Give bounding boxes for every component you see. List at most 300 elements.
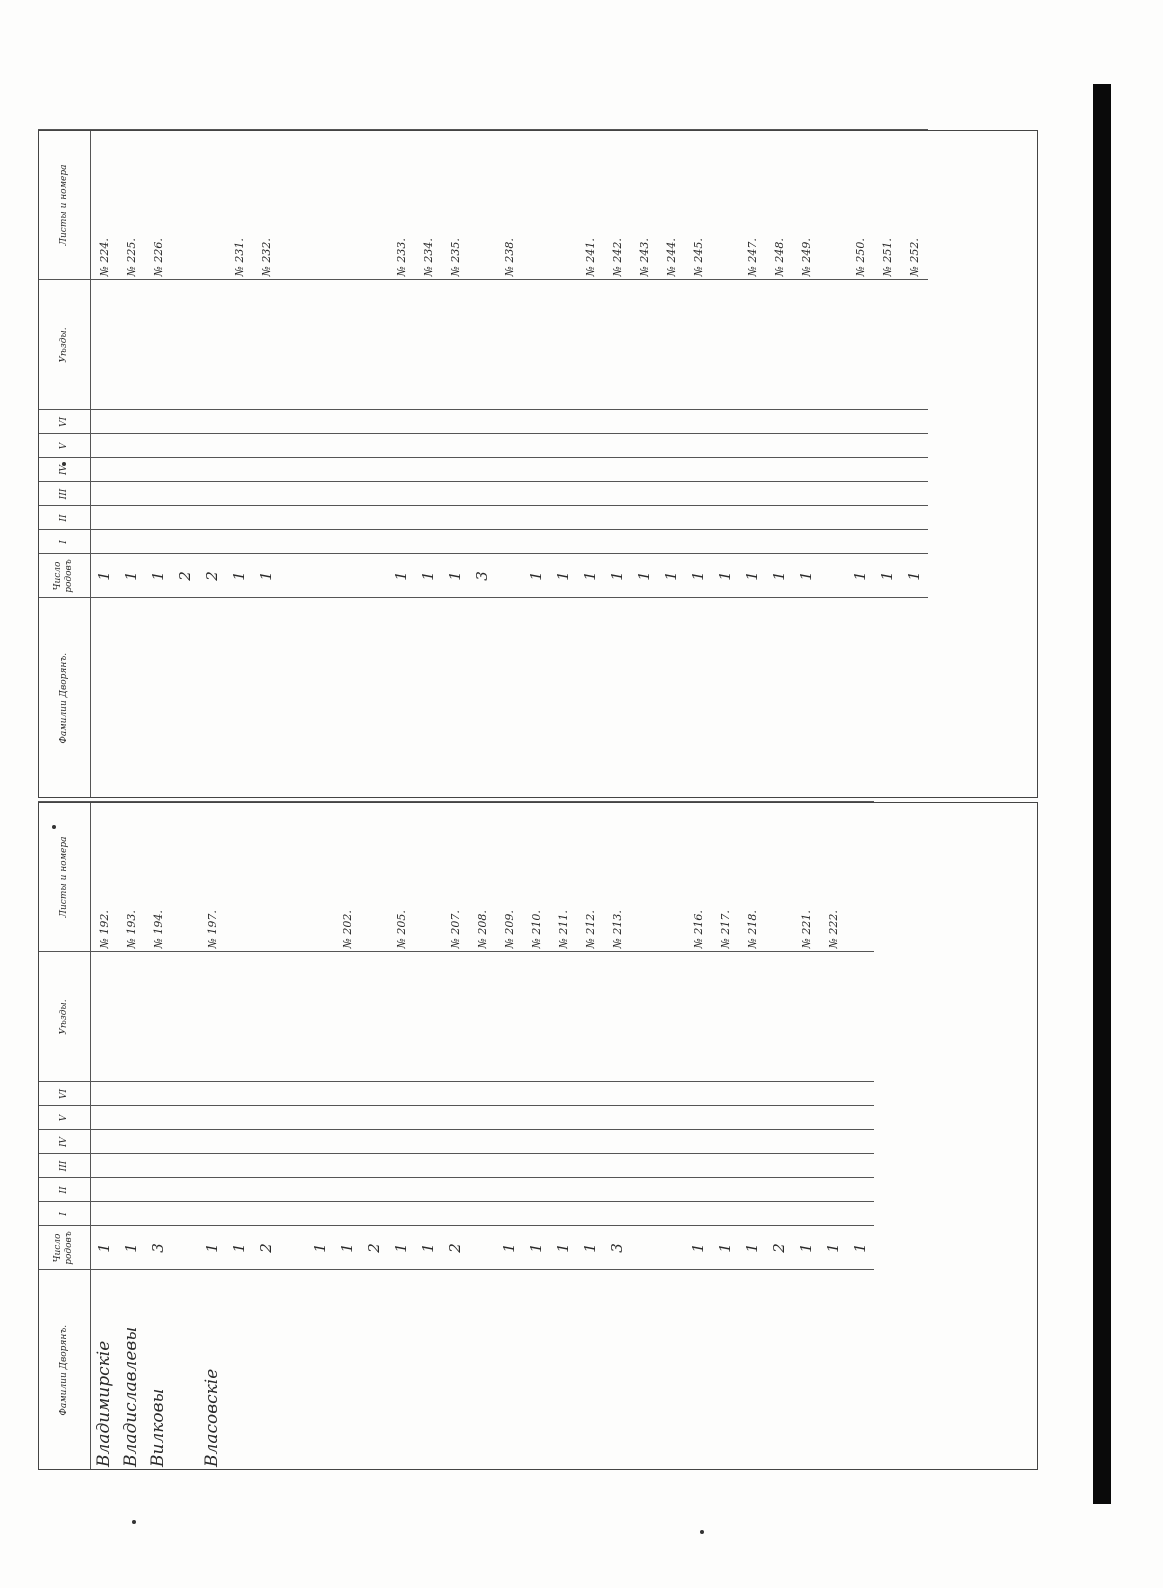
- part-5-cell: [523, 434, 550, 458]
- sheet-reference-cell: [550, 130, 577, 280]
- part-1-cell: [415, 1202, 442, 1226]
- family-name-cell: [604, 598, 631, 798]
- part-5-cell: [793, 434, 820, 458]
- clan-count-cell: [361, 554, 388, 598]
- family-name-cell: [874, 598, 901, 798]
- family-name-cell: [523, 1270, 550, 1470]
- sheet-reference-cell: № 238.: [496, 130, 523, 280]
- family-name-cell: [712, 1270, 739, 1470]
- part-3-cell: [145, 482, 172, 506]
- part-4-cell: [280, 458, 307, 482]
- district-cell: [739, 952, 766, 1082]
- sheet-reference-cell: № 232.: [253, 130, 280, 280]
- sheet-reference-cell: [280, 802, 307, 952]
- part-6-cell: [172, 410, 199, 434]
- part-5-cell: [253, 434, 280, 458]
- part-4-cell: [550, 1130, 577, 1154]
- part-1-cell: [847, 1202, 874, 1226]
- family-name-cell: [253, 598, 280, 798]
- part-5-cell: [496, 1106, 523, 1130]
- part-2-cell: [226, 1178, 253, 1202]
- part-4-cell: [253, 458, 280, 482]
- sheet-reference-cell: [226, 802, 253, 952]
- part-4-cell: [793, 1130, 820, 1154]
- part-6-cell: [577, 410, 604, 434]
- part-2-cell: [172, 506, 199, 530]
- table-row: [307, 130, 334, 798]
- sheet-reference-cell: № 245.: [685, 130, 712, 280]
- part-2-cell: [361, 1178, 388, 1202]
- part-1-cell: [739, 1202, 766, 1226]
- district-cell: [199, 280, 226, 410]
- part-3-cell: [739, 482, 766, 506]
- part-1-cell: [280, 530, 307, 554]
- clan-count-cell: 1: [685, 1226, 712, 1270]
- sheet-reference-cell: № 197.: [199, 802, 226, 952]
- scan-edge-shadow: [1093, 84, 1111, 1504]
- part-5-cell: [766, 434, 793, 458]
- clan-count-cell: 1: [577, 1226, 604, 1270]
- part-6-cell: [91, 410, 119, 434]
- district-cell: [280, 280, 307, 410]
- table-row: [253, 130, 280, 798]
- part-1-cell: [550, 1202, 577, 1226]
- part-6-cell: [226, 1082, 253, 1106]
- part-2-cell: [820, 1178, 847, 1202]
- table-row: [172, 130, 199, 798]
- sheet-reference-cell: № 194.: [145, 802, 172, 952]
- part-2-cell: [469, 506, 496, 530]
- part-1-cell: [226, 530, 253, 554]
- part-6-cell: [334, 1082, 361, 1106]
- sheet-reference-cell: № 247.: [739, 130, 766, 280]
- column-header: III: [38, 482, 91, 506]
- part-4-cell: [91, 1130, 119, 1154]
- rotated-register-sheet: [38, 130, 1038, 1470]
- table-row: [793, 130, 820, 798]
- table-row: [442, 130, 469, 798]
- part-2-cell: [442, 1178, 469, 1202]
- sheet-reference-cell: № 225.: [118, 130, 145, 280]
- part-4-cell: [523, 1130, 550, 1154]
- part-6-cell: [766, 410, 793, 434]
- part-6-cell: [415, 410, 442, 434]
- part-6-cell: [550, 410, 577, 434]
- part-3-cell: [199, 482, 226, 506]
- family-name-cell: [766, 598, 793, 798]
- part-5-cell: [199, 1106, 226, 1130]
- sheet-reference-cell: № 212.: [577, 802, 604, 952]
- clan-count-cell: 2: [766, 1226, 793, 1270]
- part-6-cell: [847, 1082, 874, 1106]
- part-3-cell: [604, 1154, 631, 1178]
- clan-count-cell: 1: [847, 1226, 874, 1270]
- part-6-cell: [658, 1082, 685, 1106]
- part-4-cell: [874, 458, 901, 482]
- part-1-cell: [496, 1202, 523, 1226]
- part-3-cell: [388, 482, 415, 506]
- clan-count-cell: 1: [523, 554, 550, 598]
- district-cell: [172, 280, 199, 410]
- clan-count-cell: 1: [118, 1226, 145, 1270]
- family-name-cell: [469, 598, 496, 798]
- table-row: [361, 130, 388, 798]
- part-4-cell: [199, 458, 226, 482]
- clan-count-cell: [280, 1226, 307, 1270]
- sheet-reference-cell: № 216.: [685, 802, 712, 952]
- part-4-cell: [118, 1130, 145, 1154]
- sheet-reference-cell: № 250.: [847, 130, 874, 280]
- table-row: [118, 130, 145, 798]
- part-6-cell: [550, 1082, 577, 1106]
- part-2-cell: [91, 506, 119, 530]
- family-name-cell: [307, 598, 334, 798]
- part-2-cell: [199, 506, 226, 530]
- part-2-cell: [523, 506, 550, 530]
- part-3-cell: [685, 1154, 712, 1178]
- clan-count-cell: 1: [550, 1226, 577, 1270]
- part-4-cell: [307, 458, 334, 482]
- clan-count-cell: [496, 554, 523, 598]
- part-6-cell: [712, 410, 739, 434]
- part-5-cell: [685, 434, 712, 458]
- part-1-cell: [685, 1202, 712, 1226]
- sheet-reference-cell: [199, 130, 226, 280]
- family-name-cell: [307, 1270, 334, 1470]
- part-2-cell: [550, 1178, 577, 1202]
- part-5-cell: [685, 1106, 712, 1130]
- part-1-cell: [793, 530, 820, 554]
- clan-count-cell: 1: [307, 1226, 334, 1270]
- part-3-cell: [577, 482, 604, 506]
- clan-count-cell: 2: [253, 1226, 280, 1270]
- clan-count-cell: 1: [415, 1226, 442, 1270]
- district-cell: [361, 952, 388, 1082]
- clan-count-cell: [658, 1226, 685, 1270]
- part-1-cell: [118, 1202, 145, 1226]
- district-cell: [523, 952, 550, 1082]
- part-5-cell: [307, 434, 334, 458]
- sheet-reference-cell: № 244.: [658, 130, 685, 280]
- part-2-cell: [658, 1178, 685, 1202]
- part-4-cell: [739, 1130, 766, 1154]
- sheet-reference-cell: [361, 802, 388, 952]
- district-cell: [334, 952, 361, 1082]
- district-cell: [739, 280, 766, 410]
- clan-count-cell: 1: [712, 1226, 739, 1270]
- district-cell: [820, 280, 847, 410]
- sheet-reference-cell: [172, 130, 199, 280]
- part-4-cell: [685, 458, 712, 482]
- sheet-reference-cell: [361, 130, 388, 280]
- clan-count-cell: 1: [658, 554, 685, 598]
- family-name-cell: Владиславлевы: [118, 1270, 145, 1470]
- district-cell: [577, 280, 604, 410]
- district-cell: [118, 952, 145, 1082]
- district-cell: [334, 280, 361, 410]
- part-4-cell: [226, 1130, 253, 1154]
- part-1-cell: [226, 1202, 253, 1226]
- table-row: [496, 130, 523, 798]
- part-6-cell: [199, 1082, 226, 1106]
- clan-count-cell: 2: [442, 1226, 469, 1270]
- part-2-cell: [550, 506, 577, 530]
- part-3-cell: [658, 1154, 685, 1178]
- district-cell: [307, 952, 334, 1082]
- part-2-cell: [388, 1178, 415, 1202]
- part-4-cell: [145, 458, 172, 482]
- family-name-cell: [442, 1270, 469, 1470]
- part-3-cell: [550, 1154, 577, 1178]
- column-header: VI: [38, 410, 91, 434]
- part-4-cell: [604, 1130, 631, 1154]
- part-6-cell: [820, 410, 847, 434]
- clan-count-cell: 2: [172, 554, 199, 598]
- part-2-cell: [145, 506, 172, 530]
- part-1-cell: [145, 530, 172, 554]
- family-name-cell: [685, 1270, 712, 1470]
- part-5-cell: [226, 434, 253, 458]
- district-cell: [604, 952, 631, 1082]
- part-2-cell: [469, 1178, 496, 1202]
- part-4-cell: [901, 458, 928, 482]
- family-name-cell: [550, 598, 577, 798]
- district-cell: [577, 952, 604, 1082]
- family-name-cell: [820, 1270, 847, 1470]
- sheet-reference-cell: № 241.: [577, 130, 604, 280]
- table-row: [145, 802, 172, 1470]
- table-row: [523, 130, 550, 798]
- part-1-cell: [847, 530, 874, 554]
- part-3-cell: [712, 1154, 739, 1178]
- part-5-cell: [901, 434, 928, 458]
- sheet-reference-cell: № 235.: [442, 130, 469, 280]
- part-2-cell: [388, 506, 415, 530]
- part-5-cell: [820, 1106, 847, 1130]
- part-6-cell: [442, 1082, 469, 1106]
- part-3-cell: [739, 1154, 766, 1178]
- sheet-reference-cell: [766, 802, 793, 952]
- district-cell: [388, 952, 415, 1082]
- family-name-cell: [442, 598, 469, 798]
- part-5-cell: [226, 1106, 253, 1130]
- table-row: [685, 130, 712, 798]
- table-row: [226, 802, 253, 1470]
- clan-count-cell: 3: [469, 554, 496, 598]
- part-2-cell: [631, 1178, 658, 1202]
- part-4-cell: [199, 1130, 226, 1154]
- part-5-cell: [415, 434, 442, 458]
- part-6-cell: [847, 410, 874, 434]
- part-2-cell: [712, 506, 739, 530]
- part-4-cell: [334, 1130, 361, 1154]
- table-row: [118, 802, 145, 1470]
- part-1-cell: [91, 1202, 119, 1226]
- part-6-cell: [91, 1082, 119, 1106]
- family-name-cell: [766, 1270, 793, 1470]
- part-3-cell: [712, 482, 739, 506]
- part-6-cell: [901, 410, 928, 434]
- district-cell: [388, 280, 415, 410]
- part-4-cell: [388, 1130, 415, 1154]
- clan-count-cell: 1: [226, 554, 253, 598]
- sheet-reference-cell: [523, 130, 550, 280]
- district-cell: [226, 280, 253, 410]
- family-name-cell: [496, 598, 523, 798]
- sheet-reference-cell: [307, 802, 334, 952]
- part-5-cell: [415, 1106, 442, 1130]
- part-3-cell: [469, 482, 496, 506]
- sheet-reference-cell: № 210.: [523, 802, 550, 952]
- table-row: [442, 802, 469, 1470]
- clan-count-cell: 1: [766, 554, 793, 598]
- part-5-cell: [118, 434, 145, 458]
- table-row: [685, 802, 712, 1470]
- sheet-reference-cell: [658, 802, 685, 952]
- part-5-cell: [91, 1106, 119, 1130]
- part-3-cell: [766, 482, 793, 506]
- part-1-cell: [118, 530, 145, 554]
- part-6-cell: [280, 1082, 307, 1106]
- part-6-cell: [334, 410, 361, 434]
- clan-count-cell: [172, 1226, 199, 1270]
- part-3-cell: [172, 482, 199, 506]
- family-name-cell: [280, 1270, 307, 1470]
- part-4-cell: [550, 458, 577, 482]
- district-cell: [172, 952, 199, 1082]
- part-2-cell: [793, 506, 820, 530]
- table-header-row: [38, 130, 91, 798]
- table-row: [469, 130, 496, 798]
- part-2-cell: [874, 506, 901, 530]
- family-name-cell: [172, 598, 199, 798]
- district-cell: [766, 280, 793, 410]
- family-name-cell: [415, 598, 442, 798]
- sheet-reference-cell: № 234.: [415, 130, 442, 280]
- part-3-cell: [793, 1154, 820, 1178]
- part-1-cell: [334, 530, 361, 554]
- family-name-cell: [577, 598, 604, 798]
- column-header: IV: [38, 1130, 91, 1154]
- family-name-cell: Вилковы: [145, 1270, 172, 1470]
- part-6-cell: [253, 410, 280, 434]
- part-1-cell: [388, 530, 415, 554]
- part-5-cell: [280, 1106, 307, 1130]
- family-name-cell: [793, 598, 820, 798]
- table-row: [847, 130, 874, 798]
- part-6-cell: [685, 1082, 712, 1106]
- clan-count-cell: 1: [145, 554, 172, 598]
- part-1-cell: [388, 1202, 415, 1226]
- family-name-cell: [793, 1270, 820, 1470]
- part-3-cell: [847, 482, 874, 506]
- district-cell: [496, 280, 523, 410]
- part-6-cell: [712, 1082, 739, 1106]
- part-6-cell: [307, 410, 334, 434]
- part-4-cell: [307, 1130, 334, 1154]
- part-3-cell: [253, 482, 280, 506]
- part-3-cell: [874, 482, 901, 506]
- clan-count-cell: 1: [739, 554, 766, 598]
- part-6-cell: [631, 410, 658, 434]
- part-2-cell: [766, 506, 793, 530]
- clan-count-cell: 1: [847, 554, 874, 598]
- column-header: III: [38, 1154, 91, 1178]
- clan-count-cell: 1: [91, 1226, 119, 1270]
- part-5-cell: [145, 1106, 172, 1130]
- district-cell: [766, 952, 793, 1082]
- family-name-cell: [415, 1270, 442, 1470]
- district-cell: [145, 952, 172, 1082]
- part-4-cell: [280, 1130, 307, 1154]
- district-cell: [91, 952, 119, 1082]
- part-5-cell: [658, 434, 685, 458]
- district-cell: [307, 280, 334, 410]
- district-cell: [280, 952, 307, 1082]
- part-6-cell: [793, 1082, 820, 1106]
- part-5-cell: [469, 1106, 496, 1130]
- part-3-cell: [631, 482, 658, 506]
- table-row: [280, 130, 307, 798]
- clan-count-cell: 1: [442, 554, 469, 598]
- district-cell: [415, 280, 442, 410]
- part-1-cell: [91, 530, 119, 554]
- part-4-cell: [442, 1130, 469, 1154]
- part-4-cell: [496, 1130, 523, 1154]
- table-row: [577, 802, 604, 1470]
- sheet-reference-cell: № 209.: [496, 802, 523, 952]
- district-cell: [145, 280, 172, 410]
- part-6-cell: [469, 410, 496, 434]
- part-1-cell: [820, 530, 847, 554]
- part-2-cell: [361, 506, 388, 530]
- column-header: Листы и номера: [38, 802, 91, 952]
- table-row: [496, 802, 523, 1470]
- part-4-cell: [658, 1130, 685, 1154]
- part-5-cell: [388, 1106, 415, 1130]
- part-2-cell: [496, 506, 523, 530]
- family-name-cell: [847, 1270, 874, 1470]
- part-2-cell: [604, 1178, 631, 1202]
- column-header: Листы и номера: [38, 130, 91, 280]
- part-2-cell: [172, 1178, 199, 1202]
- part-6-cell: [739, 410, 766, 434]
- family-name-cell: [658, 1270, 685, 1470]
- sheet-reference-cell: № 213.: [604, 802, 631, 952]
- clan-count-cell: 1: [523, 1226, 550, 1270]
- sheet-reference-cell: № 218.: [739, 802, 766, 952]
- part-4-cell: [766, 1130, 793, 1154]
- register-table-right: [38, 130, 1038, 798]
- clan-count-cell: [820, 554, 847, 598]
- sheet-reference-cell: № 233.: [388, 130, 415, 280]
- part-6-cell: [199, 410, 226, 434]
- part-6-cell: [307, 1082, 334, 1106]
- sheet-reference-cell: № 202.: [334, 802, 361, 952]
- family-name-cell: [226, 598, 253, 798]
- part-1-cell: [307, 1202, 334, 1226]
- sheet-reference-cell: № 251.: [874, 130, 901, 280]
- part-3-cell: [226, 482, 253, 506]
- family-name-cell: [577, 1270, 604, 1470]
- part-1-cell: [766, 530, 793, 554]
- column-header: Фамилии Дворянъ.: [38, 1270, 91, 1470]
- sheet-reference-cell: [307, 130, 334, 280]
- sheet-reference-cell: № 205.: [388, 802, 415, 952]
- sheet-reference-cell: № 224.: [91, 130, 119, 280]
- table-row: [901, 130, 928, 798]
- clan-count-cell: [469, 1226, 496, 1270]
